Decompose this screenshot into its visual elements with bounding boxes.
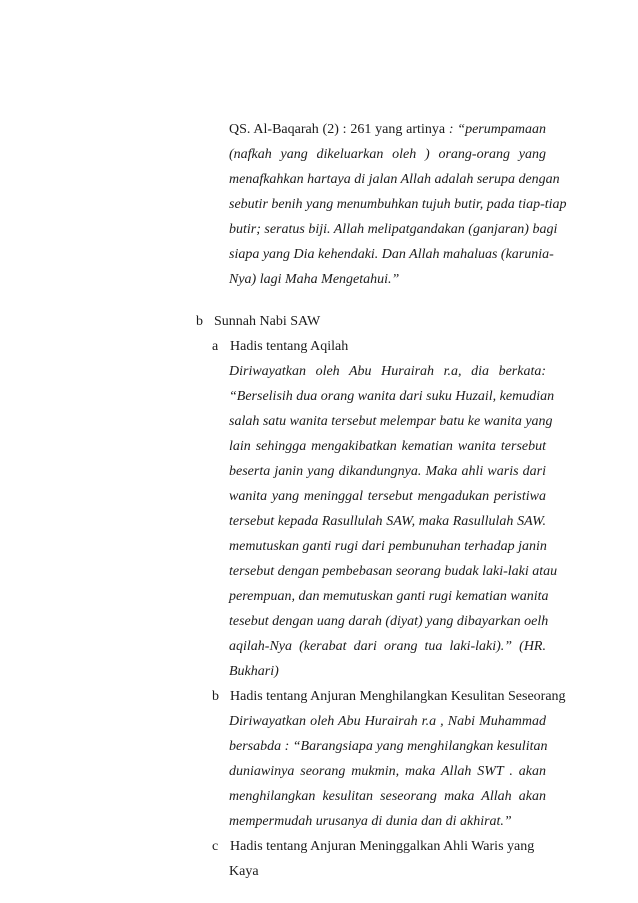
quran-line-1 (229, 120, 546, 140)
hadis-c-title: Hadis tentang Anjuran Meninggalkan Ahli Waris yang (230, 839, 535, 854)
hadis-c-heading (212, 837, 534, 857)
quran-line-4: sebutir benih yang menumbuhkan tujuh butir, pada tiap-tiap (229, 197, 567, 212)
hadis-a-line-8: memutuskan ganti rugi dari pembunuhan terhadap janin (229, 539, 547, 554)
hadis-b-line-1: Diriwayatkan oleh Abu Hurairah r.a , Nabi Muhammad (229, 714, 546, 729)
hadis-a-heading (212, 337, 348, 357)
hadis-a-line-9: tersebut dengan pembebasan seorang budak laki-laki atau (229, 564, 558, 579)
hadis-a-title: Hadis tentang Aqilah (230, 339, 349, 354)
quran-line-3: menafkahkan hartaya di jalan Allah adalah serupa dengan (229, 172, 560, 187)
hadis-a-line-5: beserta janin yang dikandungnya. Maka ahli waris dari (229, 464, 546, 479)
hadis-a-line-2: “Berselisih dua orang wanita dari suku Huzail, kemudian (229, 389, 555, 404)
hadis-a-line-10: perempuan, dan memutuskan ganti rugi kematian wanita (229, 589, 549, 604)
section-b-heading (196, 312, 320, 332)
hadis-a-line-6: wanita yang meninggal tersebut mengadukan peristiwa (229, 489, 546, 504)
quran-quote-start: : “perumpamaan (448, 122, 546, 137)
hadis-b-line-2: bersabda : “Barangsiapa yang menghilangkan kesulitan (229, 739, 548, 754)
quran-line-2: (nafkah yang dikeluarkan oleh ) orang-orang yang (229, 147, 546, 162)
hadis-c-title-continued: Kaya (229, 864, 259, 879)
hadis-b-title: Hadis tentang Anjuran Menghilangkan Kesulitan Seseorang (230, 689, 566, 704)
hadis-a-line-13: Bukhari) (229, 664, 279, 679)
hadis-a-line-3: salah satu wanita tersebut melempar batu ke wanita yang (229, 414, 553, 429)
hadis-c-marker: c (212, 839, 219, 854)
hadis-b-line-3: duniawinya seorang mukmin, maka Allah SWT . akan (229, 764, 546, 779)
hadis-b-heading (212, 687, 566, 707)
hadis-a-line-12: aqilah-Nya (kerabat dari orang tua laki-laki).” (HR. (229, 639, 546, 654)
hadis-b-line-5: mempermudah urusanya di dunia dan di akhirat.” (229, 814, 512, 829)
hadis-a-line-1: Diriwayatkan oleh Abu Hurairah r.a, dia berkata: (229, 364, 546, 379)
quran-line-5: butir; seratus biji. Allah melipatgandakan (ganjaran) bagi (229, 222, 558, 237)
hadis-a-line-11: tesebut dengan uang darah (diyat) yang dibayarkan oelh (229, 614, 549, 629)
hadis-a-line-4: lain sehingga mengakibatkan kematian wanita tersebut (229, 439, 546, 454)
section-b-title: Sunnah Nabi SAW (214, 314, 321, 329)
hadis-b-marker: b (212, 689, 219, 704)
hadis-a-marker: a (212, 339, 219, 354)
quran-reference: QS. Al-Baqarah (2) : 261 yang artinya (229, 122, 449, 137)
quran-line-7: Nya) lagi Maha Mengetahui.” (229, 272, 400, 287)
hadis-a-line-7: tersebut kepada Rasullulah SAW, maka Rasullulah SAW. (229, 514, 546, 529)
quran-line-6: siapa yang Dia kehendaki. Dan Allah mahaluas (karunia- (229, 247, 554, 262)
hadis-b-line-4: menghilangkan kesulitan seseorang maka Allah akan (229, 789, 546, 804)
section-b-marker: b (196, 314, 203, 329)
